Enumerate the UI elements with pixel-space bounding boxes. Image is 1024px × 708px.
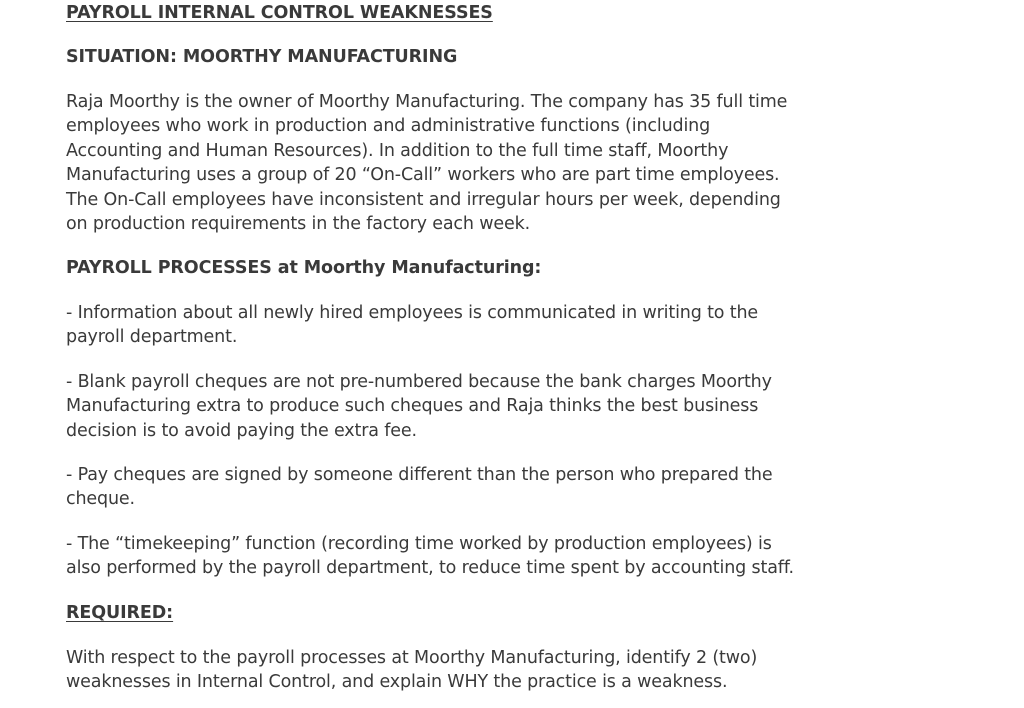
process-item-new-hires: - Information about all newly hired employees is communicated in writing to the payroll department. bbox=[66, 303, 759, 348]
required-paragraph: With respect to the payroll processes at Moorthy Manufacturing, identify 2 (two) weaknesses in Internal Control, and explain WHY the practice is a weakness. bbox=[66, 648, 758, 693]
required-heading: REQUIRED: bbox=[66, 603, 174, 623]
situation-paragraph: Raja Moorthy is the owner of Moorthy Manufacturing. The company has 35 full time employees who work in production and administrative functions (including Accounting and Human Resources). In addition to the full time staff, Moorthy Manufacturing uses a group of 20 “On-Call” workers who are part time employees. The On-Call employees have inconsistent and irregular hours per week, depending on production requirements in the factory each week. bbox=[66, 92, 788, 235]
document-title: PAYROLL INTERNAL CONTROL WEAKNESSES bbox=[66, 3, 493, 23]
processes-heading: PAYROLL PROCESSES at Moorthy Manufacturing: bbox=[66, 258, 542, 278]
process-item-blank-cheques: - Blank payroll cheques are not pre-numbered because the bank charges Moorthy Manufacturing extra to produce such cheques and Raja thinks the best business decision is to avoid paying the extra fee. bbox=[66, 372, 772, 441]
situation-heading: SITUATION: MOORTHY MANUFACTURING bbox=[66, 47, 458, 67]
process-item-cheque-signing: - Pay cheques are signed by someone different than the person who prepared the cheque. bbox=[66, 465, 773, 510]
process-item-timekeeping: - The “timekeeping” function (recording time worked by production employees) is also performed by the payroll department, to reduce time spent by accounting staff. bbox=[66, 534, 794, 579]
